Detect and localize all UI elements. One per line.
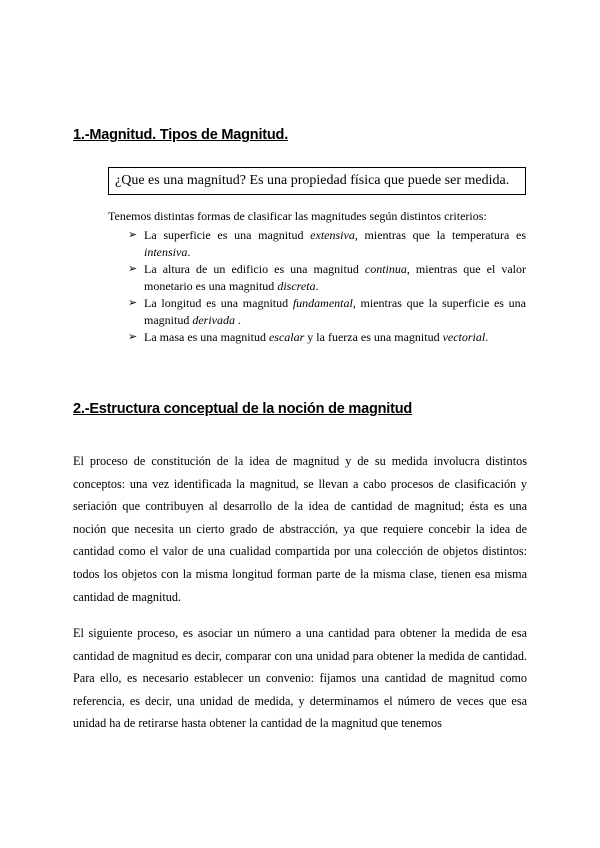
bullet-text: . (234, 313, 241, 327)
bullet-text: y la fuerza es una magnitud (304, 330, 443, 344)
bullet-text: La masa es una magnitud (144, 330, 269, 344)
bullet-term: vectorial (442, 330, 486, 344)
definition-text: ¿Que es una magnitud? Es una propiedad física que puede ser medida. (115, 173, 510, 188)
arrow-bullet-icon: ➢ (128, 263, 138, 275)
bullet-term: fundamental (292, 296, 353, 310)
bullet-text: La altura de un edificio es una magnitud (144, 262, 365, 276)
bullet-term: derivada (192, 313, 235, 327)
bullet-text: . (315, 279, 319, 293)
bullet-term: discreta (277, 279, 316, 293)
bullet-text: . (187, 245, 191, 259)
list-item (128, 295, 526, 329)
bullet-text: , mientras que la superficie es una magnitud (144, 296, 527, 327)
arrow-bullet-icon: ➢ (128, 297, 138, 309)
paragraph: El proceso de constitución de la idea de magnitud y de su medida involucra distintos conceptos: una vez identificada la magnitud, se llevan a cabo procesos de clasificación y seriación que contribuyen al desarrollo de la idea de cantidad de magnitud; ésta es una noción que necesita un cierto grado de abstracción, ya que requiere concebir la idea de cantidad como el valor de una cualidad compartida por una colección de objetos distintos: todos los objetos con la misma longitud forman parte de la misma clase, tienen esa misma cantidad de magnitud. (73, 454, 527, 604)
arrow-bullet-icon: ➢ (128, 229, 138, 241)
arrow-bullet-icon: ➢ (128, 331, 138, 343)
bullet-term: extensiva (310, 228, 355, 242)
section-1-heading: 1.-Magnitud. Tipos de Magnitud. (73, 127, 289, 143)
bullet-text: . (485, 330, 489, 344)
classification-intro: Tenemos distintas formas de clasificar las magnitudes según distintos criterios: (108, 209, 487, 223)
list-item (128, 329, 526, 346)
definition-box (108, 167, 526, 195)
bullet-text: La superficie es una magnitud (144, 228, 311, 242)
classification-list (128, 227, 526, 346)
bullet-text: La longitud es una magnitud (144, 296, 293, 310)
bullet-text: , mientras que la temperatura es (354, 228, 526, 242)
list-item (128, 261, 526, 295)
paragraph: El siguiente proceso, es asociar un número a una cantidad para obtener la medida de esa cantidad de magnitud es decir, comparar con una unidad para obtener la medida de cantidad. Para ello, es necesario establecer un convenio: fijamos una cantidad de magnitud como referencia, es decir, una unidad de medida, y determinamos el número de veces que esa unidad ha de retirarse hasta obtener la cantidad de la magnitud que tenemos (73, 626, 527, 731)
bullet-term: intensiva (144, 245, 188, 259)
section-2-heading: 2.-Estructura conceptual de la noción de magnitud (73, 401, 413, 417)
bullet-text: , mientras que el valor monetario es una magnitud (144, 262, 526, 293)
bullet-term: continua (364, 262, 407, 276)
bullet-term: escalar (268, 330, 305, 344)
list-item (128, 227, 526, 261)
